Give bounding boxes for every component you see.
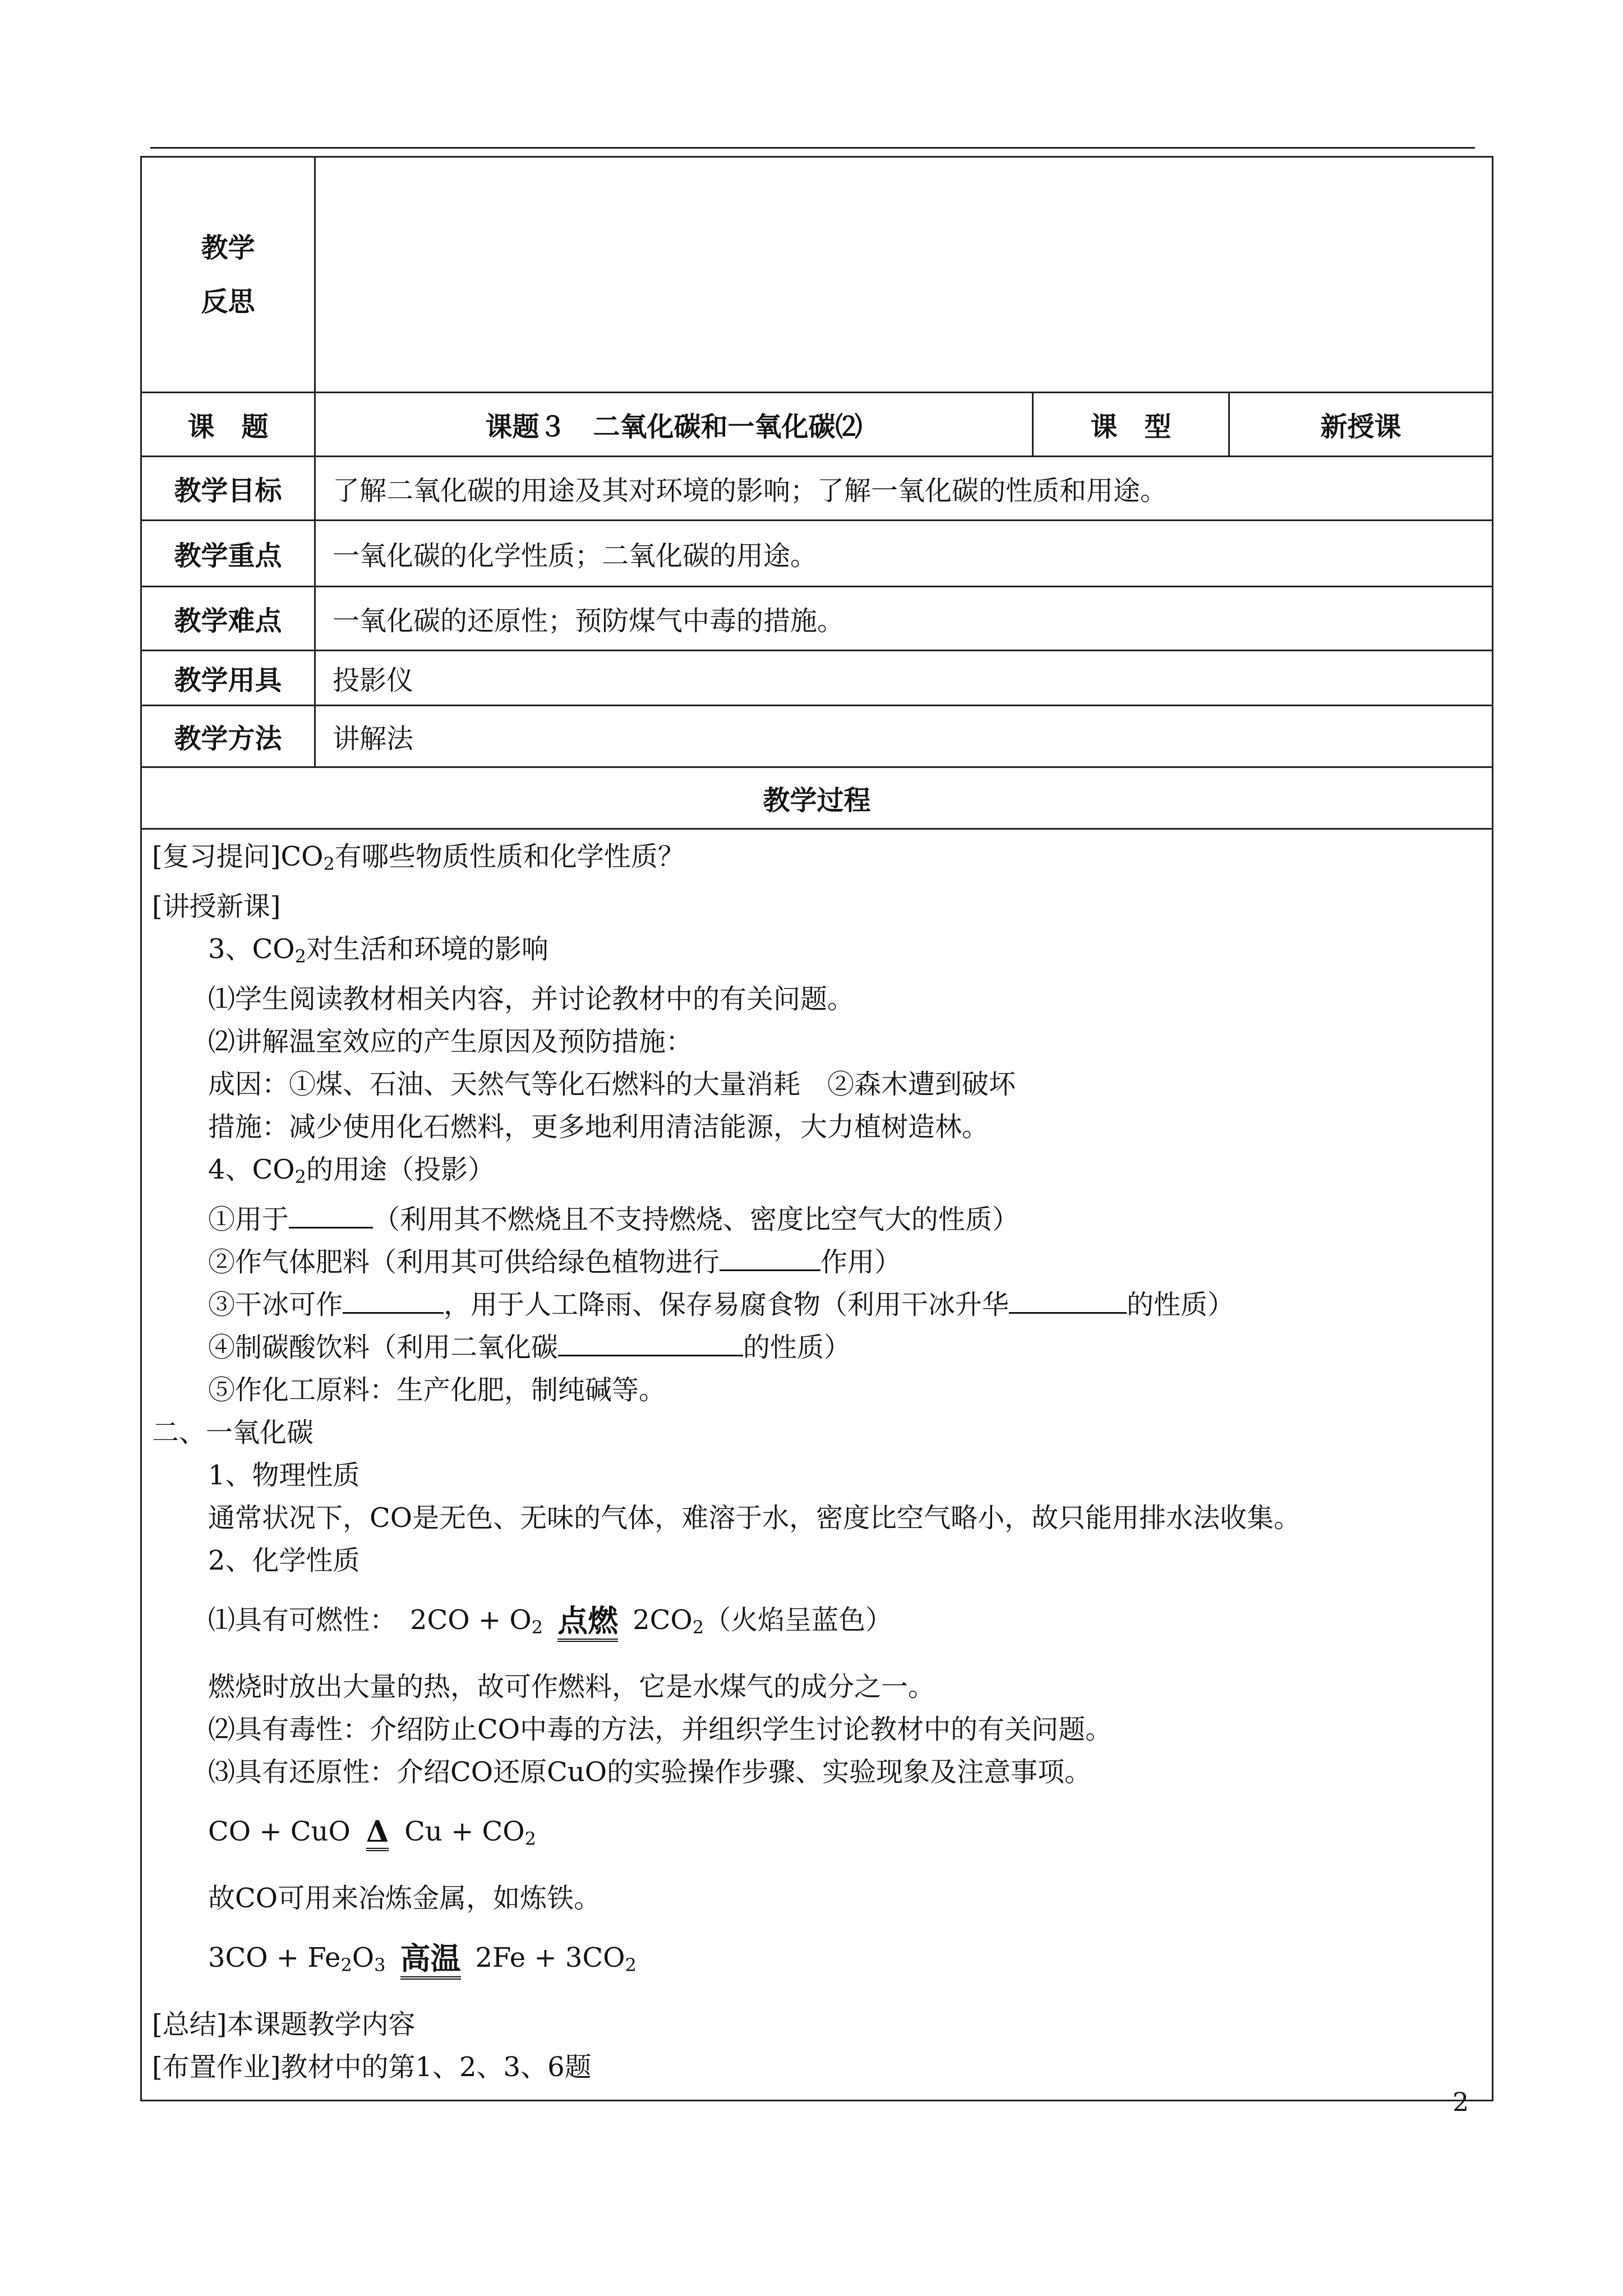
- iron-smelting-equation: $3CO + Fe_2O_3$ 高温 $2Fe + 3CO_2$: [152, 1936, 1482, 1986]
- process-content: [141, 829, 1493, 2101]
- reducibility-line: ⑶具有还原性：介绍CO还原CuO的实验操作步骤、实验现象及注意事项。: [208, 1756, 1092, 1788]
- topic-row: [141, 393, 1493, 457]
- use-2: ②作气体肥料（利用其可供给绿色植物进行 作用）: [208, 1246, 902, 1278]
- toxicity-line: ⑵具有毒性：介绍防止CO中毒的方法，并组织学生讨论教材中的有关问题。: [208, 1714, 1113, 1745]
- reflection-label: 教学 反思: [141, 157, 315, 393]
- section-3-item-1: ⑴学生阅读教材相关内容，并讨论教材中的有关问题。: [208, 983, 855, 1015]
- combustion-note: 燃烧时放出大量的热，故可作燃料，它是水煤气的成分之一。: [208, 1671, 935, 1703]
- methods-row: [141, 706, 1493, 767]
- chemical-properties-heading: 2、化学性质: [208, 1545, 360, 1576]
- row-value: 讲解法: [315, 706, 1493, 767]
- cause-line: 成因：①煤、石油、天然气等化石燃料的大量消耗 ②森木遭到破坏: [208, 1069, 1016, 1100]
- physical-properties-heading: 1、物理性质: [208, 1460, 360, 1491]
- lesson-plan-table: [140, 156, 1493, 2101]
- row-label: 教学重点: [141, 521, 315, 587]
- row-label: 教学难点: [141, 587, 315, 651]
- row-label: 教学用具: [141, 651, 315, 706]
- row-label: 教学目标: [141, 457, 315, 521]
- reduction-equation: CO + CuO Δ $Cu + CO_2$: [152, 1810, 1482, 1860]
- smelting-note: 故CO可用来冶炼金属，如炼铁。: [208, 1883, 601, 1914]
- process-title-row: [141, 767, 1493, 829]
- difficulties-row: [141, 587, 1493, 651]
- header-rule: [150, 147, 1475, 149]
- topic-value: 课题３ 二氧化碳和一氧化碳⑵: [315, 393, 1033, 457]
- section-4-heading: 4、$CO_2$的用途（投影）: [208, 1154, 495, 1188]
- answer-blank: [558, 1332, 743, 1356]
- measure-line: 措施：减少使用化石燃料，更多地利用清洁能源，大力植树造林。: [208, 1111, 989, 1143]
- row-label: 教学方法: [141, 706, 315, 767]
- use-1: ①用于 （利用其不燃烧且不支持燃烧、密度比空气大的性质）: [208, 1204, 1020, 1235]
- objectives-row: [141, 457, 1493, 521]
- key-points-row: [141, 521, 1493, 587]
- co-section-heading: 二、一氧化碳: [152, 1417, 314, 1448]
- new-lesson-heading: [讲授新课]: [152, 891, 281, 922]
- homework-line: [布置作业]教材中的第1、2、3、6题: [152, 2051, 592, 2083]
- summary-line: [总结]本课题教学内容: [152, 2009, 416, 2040]
- reflection-row: [141, 157, 1493, 393]
- section-3-heading: 3、$CO_2$对生活和环境的影响: [208, 933, 548, 967]
- reaction-condition: 点燃: [557, 1603, 618, 1642]
- row-value: 一氧化碳的还原性；预防煤气中毒的措施。: [315, 587, 1493, 651]
- use-5: ⑤作化工原料：生产化肥，制纯碱等。: [208, 1374, 666, 1406]
- answer-blank: [289, 1204, 373, 1228]
- section-3-item-2: ⑵讲解温室效应的产生原因及预防措施：: [208, 1026, 693, 1057]
- use-3: ③干冰可作 ，用于人工降雨、保存易腐食物（利用干冰升华 的性质）: [208, 1289, 1235, 1320]
- row-value: 了解二氧化碳的用途及其对环境的影响；了解一氧化碳的性质和用途。: [315, 457, 1493, 521]
- tools-row: [141, 651, 1493, 706]
- use-4: ④制碳酸饮料（利用二氧化碳 的性质）: [208, 1332, 851, 1363]
- row-value: 投影仪: [315, 651, 1493, 706]
- row-value: 一氧化碳的化学性质；二氧化碳的用途。: [315, 521, 1493, 587]
- page-number: 2: [1453, 2087, 1469, 2117]
- process-content-row: [141, 829, 1493, 2101]
- heat-symbol: Δ: [366, 1816, 389, 1851]
- reflection-content: [315, 157, 1493, 393]
- reaction-condition: 高温: [400, 1940, 461, 1980]
- type-value: 新授课: [1229, 393, 1493, 457]
- answer-blank: [720, 1247, 820, 1271]
- answer-blank: [343, 1290, 444, 1314]
- physical-properties-text: 通常状况下，CO是无色、无味的气体，难溶于水，密度比空气略小，故只能用排水法收集。: [208, 1502, 1301, 1534]
- answer-blank: [1009, 1290, 1127, 1314]
- type-label: 课 型: [1033, 393, 1229, 457]
- process-title: 教学过程: [141, 767, 1493, 829]
- topic-label: 课 题: [141, 393, 315, 457]
- review-question: [复习提问]$CO_2$有哪些物质性质和化学性质？: [152, 841, 685, 875]
- combustion-equation: ⑴具有可燃性： $2CO + O_2$ 点燃 $2CO_2$（火焰呈蓝色）: [152, 1599, 1482, 1649]
